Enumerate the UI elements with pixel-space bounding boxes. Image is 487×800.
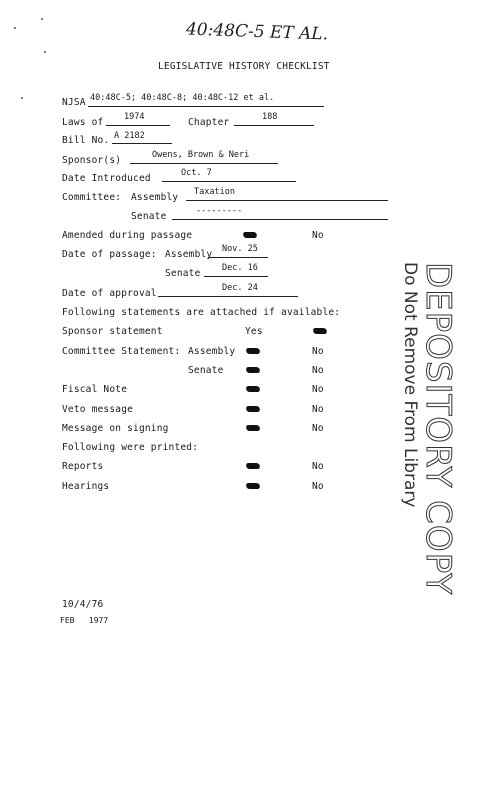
passage-assembly-underline bbox=[208, 257, 268, 258]
handwritten-reference: 40:48C-5 ET AL. bbox=[185, 19, 329, 45]
committee-assembly-value: Taxation bbox=[194, 187, 235, 197]
njsa-label: NJSA bbox=[62, 97, 86, 108]
laws-of-value: 1974 bbox=[124, 112, 145, 122]
redaction-mark bbox=[245, 425, 260, 431]
veto-value: No bbox=[312, 404, 324, 415]
signing-label: Message on signing bbox=[62, 423, 169, 434]
chapter-value: 188 bbox=[262, 112, 278, 122]
bill-label: Bill No. bbox=[62, 135, 110, 146]
hearings-label: Hearings bbox=[62, 481, 110, 492]
committee-statement-assembly-value: No bbox=[312, 346, 324, 357]
committee-senate-underline bbox=[172, 219, 388, 220]
date-introduced-value: Oct. 7 bbox=[181, 168, 212, 178]
date-approval-underline bbox=[158, 296, 298, 297]
passage-assembly-value: Nov. 25 bbox=[222, 244, 258, 254]
date-approval-label: Date of approval bbox=[62, 288, 157, 299]
reports-label: Reports bbox=[62, 461, 104, 472]
stamp-do-not-remove: Do Not Remove From Library bbox=[400, 262, 420, 508]
reports-value: No bbox=[312, 461, 324, 472]
document-title: LEGISLATIVE HISTORY CHECKLIST bbox=[158, 61, 330, 72]
date-approval-value: Dec. 24 bbox=[222, 283, 258, 293]
chapter-underline bbox=[234, 125, 314, 126]
bill-value: A 2182 bbox=[114, 131, 145, 141]
redaction-mark bbox=[245, 406, 260, 412]
statements-heading: Following statements are attached if available: bbox=[62, 307, 341, 318]
committee-senate-label: Senate bbox=[131, 211, 167, 222]
passage-senate-value: Dec. 16 bbox=[222, 263, 258, 273]
redaction-mark bbox=[245, 348, 260, 354]
passage-senate-label: Senate bbox=[165, 268, 201, 279]
stamp-depository-copy: DEPOSITORY COPY bbox=[418, 262, 458, 596]
committee-assembly-label: Assembly bbox=[131, 192, 179, 203]
committee-statement-label: Committee Statement: bbox=[62, 346, 181, 357]
scan-speck bbox=[41, 18, 43, 20]
scan-speck bbox=[14, 27, 16, 29]
committee-statement-senate-label: Senate bbox=[188, 365, 224, 376]
date-passage-label: Date of passage: bbox=[62, 249, 157, 260]
scan-speck bbox=[21, 97, 23, 99]
hearings-value: No bbox=[312, 481, 324, 492]
sponsors-value: Owens, Brown & Neri bbox=[152, 150, 250, 160]
committee-senate-value: --------- bbox=[196, 206, 243, 216]
sponsor-statement-label: Sponsor statement bbox=[62, 326, 163, 337]
committee-statement-assembly-label: Assembly bbox=[188, 346, 236, 357]
signing-value: No bbox=[312, 423, 324, 434]
sponsors-label: Sponsor(s) bbox=[62, 155, 122, 166]
redaction-mark bbox=[245, 463, 260, 469]
redaction-mark bbox=[242, 232, 257, 238]
fiscal-note-value: No bbox=[312, 384, 324, 395]
laws-of-underline bbox=[106, 125, 170, 126]
committee-label: Committee: bbox=[62, 192, 122, 203]
redaction-mark bbox=[245, 483, 260, 489]
sponsors-underline bbox=[130, 163, 278, 164]
passage-senate-underline bbox=[204, 276, 268, 277]
printed-heading: Following were printed: bbox=[62, 442, 199, 453]
chapter-label: Chapter bbox=[188, 117, 230, 128]
veto-label: Veto message bbox=[62, 404, 134, 415]
depository-stamp bbox=[386, 262, 458, 596]
committee-statement-senate-value: No bbox=[312, 365, 324, 376]
amended-label: Amended during passage bbox=[62, 230, 193, 241]
sponsor-statement-value: Yes bbox=[245, 326, 263, 337]
njsa-value: 40:48C-5; 40:48C-8; 40:48C-12 et al. bbox=[90, 93, 275, 103]
njsa-underline bbox=[88, 106, 324, 107]
committee-assembly-underline bbox=[186, 200, 388, 201]
scan-speck bbox=[44, 51, 46, 53]
typed-date: 10/4/76 bbox=[62, 599, 104, 610]
fiscal-note-label: Fiscal Note bbox=[62, 384, 128, 395]
redaction-mark bbox=[245, 386, 260, 392]
received-date-stamp: FEB 1977 bbox=[60, 616, 109, 625]
redaction-mark bbox=[312, 328, 327, 334]
passage-assembly-label: Assembly bbox=[165, 249, 213, 260]
date-introduced-underline bbox=[162, 181, 296, 182]
laws-of-label: Laws of bbox=[62, 117, 104, 128]
bill-underline bbox=[112, 143, 172, 144]
redaction-mark bbox=[245, 367, 260, 373]
amended-value: No bbox=[312, 230, 324, 241]
date-introduced-label: Date Introduced bbox=[62, 173, 151, 184]
